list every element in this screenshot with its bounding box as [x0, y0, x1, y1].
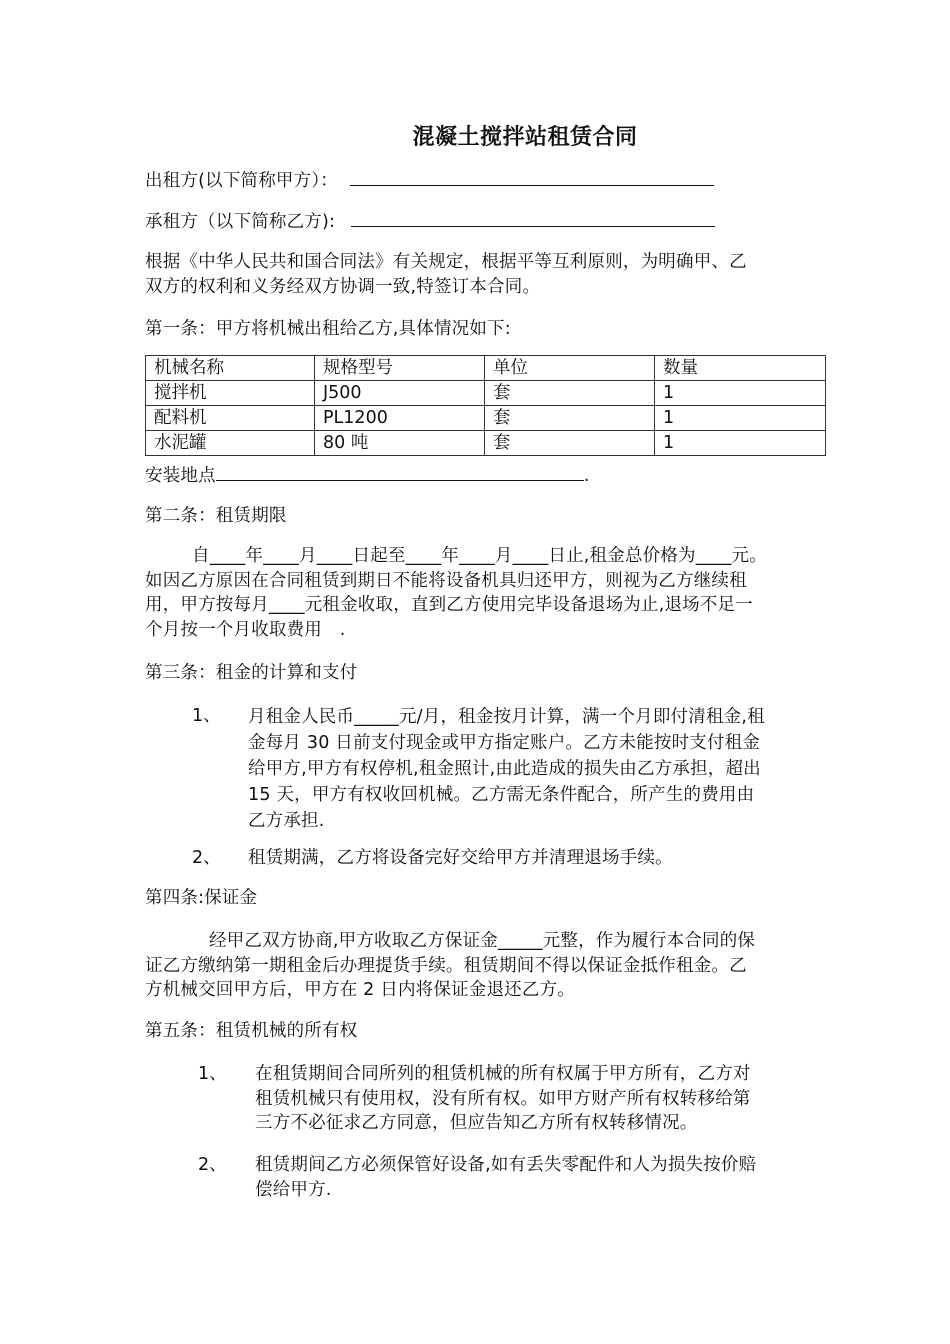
lessee-label: 承租方（以下简称乙方):	[145, 212, 336, 232]
document-title: 混凝土搅拌站租赁合同	[412, 125, 638, 150]
article3-item-number: 2、	[192, 848, 221, 868]
table-row	[146, 406, 826, 431]
intro-line: 双方的权利和义务经双方协调一致,特签订本合同。	[145, 276, 541, 297]
article3-item1	[248, 704, 765, 834]
table-cell: 搅拌机	[146, 381, 315, 406]
table-cell: 套	[485, 381, 655, 406]
location-blank[interactable]	[216, 463, 584, 481]
table-cell: 80 吨	[315, 431, 485, 456]
article5-item1-line: 在租赁期间合同所列的租赁机械的所有权属于甲方所有，乙方对	[255, 1064, 751, 1084]
article3-item1-line: 给甲方,甲方有权停机,租金照计,由此造成的损失由乙方承担，超出	[248, 759, 761, 779]
table-cell: 水泥罐	[146, 431, 315, 456]
table-cell: 1	[655, 381, 826, 406]
article3-item2	[248, 846, 673, 871]
article2-line: 自____年____月____日起至____年____月____日止,租金总价格为____元。	[192, 546, 767, 566]
equipment-table	[145, 355, 826, 456]
table-row	[146, 381, 826, 406]
table-cell: 配料机	[146, 406, 315, 431]
header-cell: 机械名称	[146, 356, 315, 381]
table-cell: 套	[485, 431, 655, 456]
article2-heading: 第二条：租赁期限	[145, 506, 287, 526]
article5-heading: 第五条：租赁机械的所有权	[145, 1021, 358, 1041]
article3-item-number: 1、	[192, 706, 221, 726]
article5-item-number: 1、	[198, 1064, 227, 1084]
article1-heading: 第一条：甲方将机械出租给乙方,具体情况如下:	[145, 319, 511, 339]
article2-line: 个月按一个月收取费用 .	[145, 619, 346, 640]
header-cell: 数量	[655, 356, 826, 381]
article5-item1-line: 租赁机械只有使用权，没有所有权。如甲方财产所有权转移给第	[255, 1088, 751, 1109]
location-label: 安装地点	[145, 466, 216, 486]
lessor-line	[145, 168, 714, 192]
table-cell: 1	[655, 431, 826, 456]
article4-heading: 第四条:保证金	[145, 888, 258, 908]
article4-line: 证乙方缴纳第一期租金后办理提货手续。租赁期间不得以保证金抵作租金。乙	[145, 955, 747, 976]
intro-line: 根据《中华人民共和国合同法》有关规定，根据平等互利原则，为明确甲、乙	[145, 252, 747, 272]
article3-item1-line: 金每月 30 日前支付现金或甲方指定账户。乙方未能按时支付租金	[248, 733, 761, 753]
table-cell: PL1200	[315, 406, 485, 431]
intro-paragraph	[145, 250, 747, 299]
article5-item2	[255, 1153, 756, 1202]
article3-item1-line: 15 天，甲方有权收回机械。乙方需无条件配合，所产生的费用由	[248, 785, 755, 805]
article4-line: 方机械交回甲方后，甲方在 2 日内将保证金退还乙方。	[145, 980, 575, 1000]
article4-line: 经甲乙双方协商,甲方收取乙方保证金_____元整，作为履行本合同的保	[209, 931, 756, 951]
article5-item1	[255, 1062, 751, 1136]
article5-item2-line: 偿给甲方.	[255, 1179, 332, 1200]
article4-paragraph	[145, 929, 755, 1003]
lessor-label: 出租方(以下简称甲方）：	[145, 171, 338, 191]
lessee-line	[145, 209, 715, 233]
header-cell: 单位	[485, 356, 655, 381]
location-end: .	[583, 466, 590, 486]
table-row	[146, 431, 826, 456]
article2-line: 用，甲方按每月____元租金收取，直到乙方使用完毕设备退场为止,退场不足一	[145, 595, 753, 615]
location-line	[145, 463, 590, 487]
lessee-blank[interactable]	[351, 209, 715, 227]
article3-item1-line: 月租金人民币_____元/月，租金按月计算，满一个月即付清租金,租	[248, 707, 765, 727]
table-cell: 套	[485, 406, 655, 431]
article3-item1-line: 乙方承担.	[248, 811, 325, 831]
article3-heading: 第三条：租金的计算和支付	[145, 663, 358, 683]
lessor-blank[interactable]	[350, 168, 714, 186]
header-cell: 规格型号	[315, 356, 485, 381]
article5-item2-line: 租赁期间乙方必须保管好设备,如有丢失零配件和人为损失按价赔	[255, 1155, 757, 1175]
table-cell: J500	[315, 381, 485, 406]
article5-item-number: 2、	[198, 1155, 227, 1175]
article3-item2-line: 租赁期满，乙方将设备完好交给甲方并清理退场手续。	[248, 848, 673, 868]
table-header-row	[146, 356, 826, 381]
table-cell: 1	[655, 406, 826, 431]
article2-paragraph	[145, 544, 767, 642]
article5-item1-line: 三方不必征求乙方同意，但应告知乙方所有权转移情况。	[255, 1113, 698, 1133]
article2-line: 如因乙方原因在合同租赁到期日不能将设备机具归还甲方，则视为乙方继续租	[145, 570, 747, 591]
